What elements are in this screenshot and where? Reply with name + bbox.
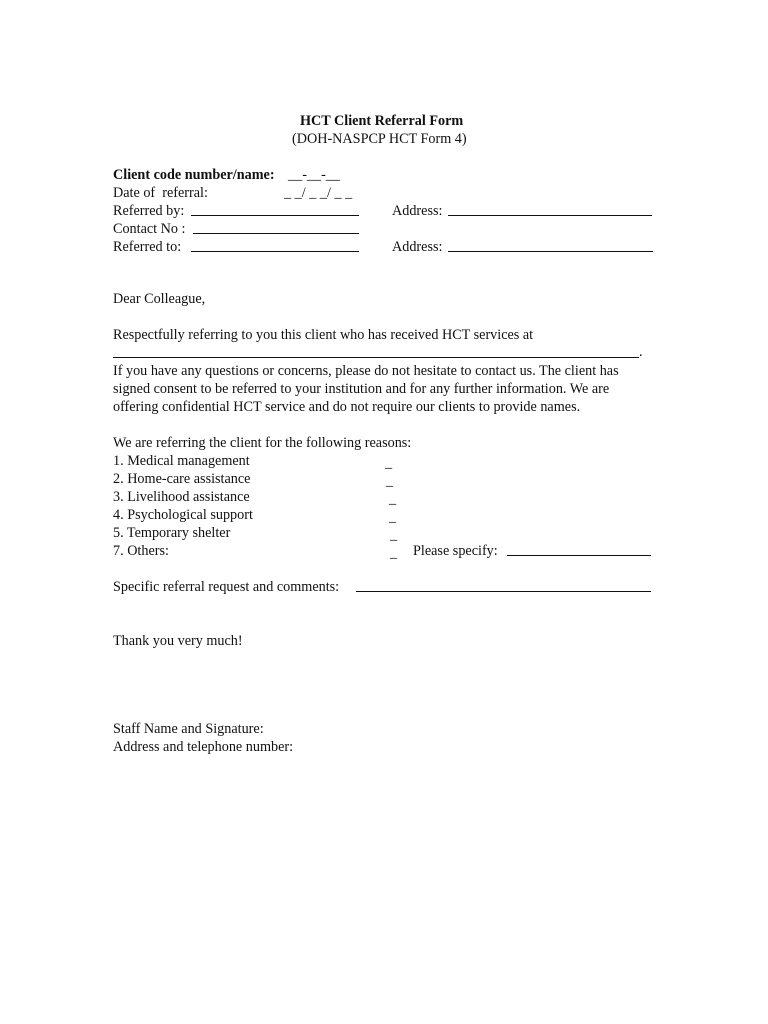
- referred-by-address-field[interactable]: [448, 203, 652, 216]
- contact-no-field[interactable]: [193, 221, 359, 234]
- referred-by-field[interactable]: [191, 203, 359, 216]
- form-subtitle: (DOH-NASPCP HCT Form 4): [292, 131, 467, 147]
- body-line-2: signed consent to be referred to your institution and for any further information. We are: [113, 381, 610, 397]
- intro-period: .: [639, 344, 643, 360]
- reasons-intro: We are referring the client for the following reasons:: [113, 435, 412, 451]
- reason-checkbox[interactable]: _: [389, 491, 397, 507]
- reason-checkbox[interactable]: _: [389, 509, 397, 525]
- intro-text: Respectfully referring to you this client who has received HCT services at: [113, 327, 534, 343]
- referred-by-address-label: Address:: [392, 203, 443, 219]
- client-code-field[interactable]: __-__-__: [288, 167, 341, 183]
- reason-checkbox[interactable]: _: [390, 527, 398, 543]
- reason-item: 4. Psychological support: [113, 507, 253, 523]
- referred-to-address-label: Address:: [392, 239, 443, 255]
- body-line-1: If you have any questions or concerns, please do not hesitate to contact us. The client has: [113, 363, 619, 379]
- hct-facility-field[interactable]: [113, 345, 639, 358]
- client-code-label: Client code number/name:: [113, 167, 275, 183]
- please-specify-field[interactable]: [507, 543, 651, 556]
- please-specify-label: Please specify:: [413, 543, 498, 559]
- comments-label: Specific referral request and comments:: [113, 579, 340, 595]
- reason-item: 5. Temporary shelter: [113, 525, 231, 541]
- comments-field[interactable]: [356, 579, 651, 592]
- reason-checkbox[interactable]: _: [386, 473, 394, 489]
- greeting: Dear Colleague,: [113, 291, 206, 307]
- reason-item: 3. Livelihood assistance: [113, 489, 250, 505]
- staff-name-signature-label: Staff Name and Signature:: [113, 721, 264, 737]
- contact-no-label: Contact No :: [113, 221, 186, 237]
- body-line-3: offering confidential HCT service and do not require our clients to provide names.: [113, 399, 581, 415]
- reason-item: 2. Home-care assistance: [113, 471, 251, 487]
- date-of-referral-field[interactable]: _ _/ _ _/ _ _: [284, 185, 353, 201]
- form-title: HCT Client Referral Form: [300, 113, 464, 129]
- reason-item: 1. Medical management: [113, 453, 250, 469]
- referred-to-label: Referred to:: [113, 239, 182, 255]
- referred-by-label: Referred by:: [113, 203, 185, 219]
- referred-to-address-field[interactable]: [448, 239, 653, 252]
- date-of-referral-label: Date of referral:: [113, 185, 208, 201]
- address-telephone-label: Address and telephone number:: [113, 739, 294, 755]
- thanks-text: Thank you very much!: [113, 633, 243, 649]
- reason-checkbox[interactable]: _: [390, 545, 398, 561]
- referred-to-field[interactable]: [191, 239, 359, 252]
- reason-checkbox[interactable]: _: [385, 455, 393, 471]
- reason-item: 7. Others:: [113, 543, 169, 559]
